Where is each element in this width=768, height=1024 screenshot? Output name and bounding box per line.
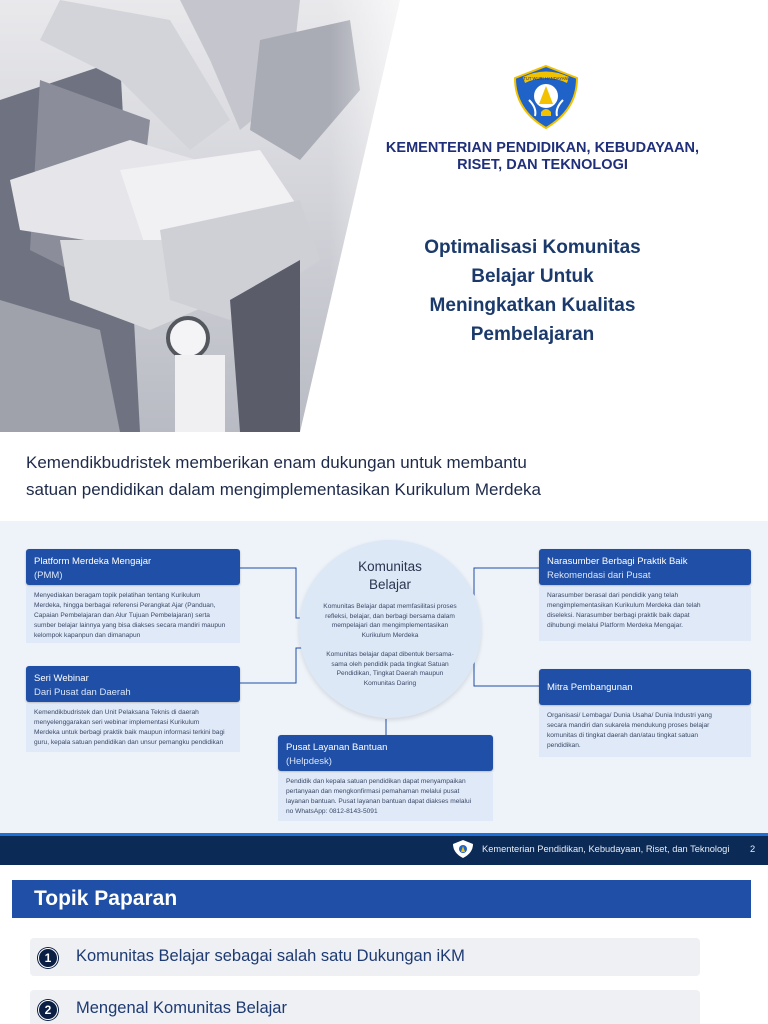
card-text-line: pendidikan. [547, 742, 581, 749]
topic-number-badge: 2 [38, 1000, 58, 1020]
footer-accent-line [0, 833, 768, 836]
topics-header [12, 880, 751, 918]
ministry-name [350, 140, 735, 174]
page-number: 2 [750, 844, 756, 854]
mitra-title: Mitra Pembangunan [547, 682, 633, 693]
card-text-line: Merdeka untuk berbagi praktik baik maupun informasi terkini bagi [34, 729, 225, 736]
card-text-line: Merdeka, hingga berbagai referensi Perangkat Ajar (Panduan, [34, 602, 216, 609]
footer-ministry-text: Kementerian Pendidikan, Kebudayaan, Riset, dan Teknologi [482, 844, 730, 854]
cover-slide [0, 0, 768, 432]
card-text-line: dihubungi melalui Platform Merdeka Mengajar. [547, 622, 683, 629]
learning-community-circle [299, 540, 481, 718]
card-text-line: guru, kepala satuan pendidikan dan unsur pemangku pendidikan [34, 739, 224, 746]
circle-text-line: refleksi, belajar, dan berbagi bersama dalam [325, 612, 455, 620]
pmm-title: Platform Merdeka Mengajar [34, 556, 152, 567]
logo-motto-text: TUT WURI HANDAYANI [523, 76, 569, 81]
topic-item [30, 990, 700, 1024]
narasumber-subtitle: Rekomendasi dari Pusat [547, 570, 651, 581]
circle-text-line: Komunitas Belajar dapat memfasilitasi proses [323, 603, 457, 610]
topics-header-text: Topik Paparan [34, 887, 178, 910]
card-text-line: diseleksi. Narasumber berbagi praktik baik dapat [547, 612, 690, 619]
topics-slide [0, 866, 768, 1024]
card-text-line: kelompok kapanpun dan dimanapun [34, 632, 141, 639]
pmm-card-body [26, 587, 240, 643]
circle-text-line: Komunitas belajar dapat dibentuk bersama- [326, 651, 454, 658]
mitra-card-header [539, 669, 751, 705]
circle-title [299, 558, 481, 594]
narasumber-title: Narasumber Berbagi Praktik Baik [547, 556, 688, 567]
cover-title-line: Pembelajaran [470, 324, 595, 345]
helpdesk-title: Pusat Layanan Bantuan [286, 742, 388, 753]
cover-title-line: Belajar Untuk [471, 266, 594, 287]
tut-wuri-handayani-small-logo-icon [452, 839, 474, 859]
narasumber-card-header [539, 549, 751, 585]
card-text-line: layanan bantuan. Pusat layanan bantuan dapat diakses melalui [286, 798, 472, 805]
cover-title-line: Optimalisasi Komunitas [424, 237, 641, 258]
card-text-line: Menyediakan beragam topik pelatihan tentang Kurikulum [34, 592, 201, 599]
ministry-line-1: KEMENTERIAN PENDIDIKAN, KEBUDAYAAN, [385, 140, 700, 156]
circle-title-line: Belajar [368, 577, 412, 592]
webinar-card-body [26, 704, 240, 752]
circle-text-line: mempelajari dan mengimplementasikan [331, 622, 449, 629]
topic-label: Mengenal Komunitas Belajar [76, 999, 287, 1017]
pmm-subtitle: (PMM) [34, 570, 63, 581]
card-text-line: komunitas di tingkat daerah dan/atau tingkat satuan [547, 732, 699, 739]
helpdesk-card-body [278, 773, 493, 821]
topic-item [30, 938, 700, 976]
circle-description-2 [299, 650, 481, 688]
topic-number-badge: 1 [38, 948, 58, 968]
cover-title-line: Meningkatkan Kualitas [429, 295, 636, 316]
card-text-line: Capaian Pembelajaran dan Alur Tujuan Pembelajaran) serta [34, 612, 210, 619]
card-text-line: Narasumber berasal dari pendidik yang telah [547, 592, 679, 599]
card-text-line: Kemendikbudristek dan Unit Pelaksana Teknis di daerah [34, 709, 199, 716]
heading-line: satuan pendidikan dalam mengimplementasikan Kurikulum Merdeka [26, 480, 541, 499]
circle-text-line: Kurikulum Merdeka [361, 631, 419, 639]
card-text-line: pertanyaan dan mengkonfirmasi pemahaman melalui pusat [286, 788, 460, 795]
circle-description-1 [299, 602, 481, 640]
narasumber-card-body [539, 587, 751, 641]
card-text-line: sumber belajar lainnya yang bisa diakses secara mandiri maupun [34, 622, 226, 629]
slide-footer [0, 833, 768, 865]
card-text-line: secara mandiri dan sukarela mendukung proses belajar [547, 722, 710, 729]
ministry-line-2: RISET, DAN TEKNOLOGI [457, 157, 628, 173]
card-text-line: no WhatsApp: 0812-8143-5091 [286, 808, 378, 815]
heading-line: Kemendikbudristek memberikan enam dukungan untuk membantu [26, 453, 527, 472]
webinar-card-header [26, 666, 240, 702]
card-text-line: Pendidik dan kepala satuan pendidikan dapat menyampaikan [286, 778, 466, 785]
circle-text-line: Komunitas Daring [363, 679, 417, 687]
circle-text-line: sama oleh pendidik pada tingkat Satuan [331, 660, 449, 668]
circle-text-line: Pendidikan, Tingkat Daerah maupun [336, 670, 444, 677]
topic-label: Komunitas Belajar sebagai salah satu Dukungan iKM [76, 947, 465, 965]
hands-together-photo [0, 0, 440, 432]
cover-title [380, 233, 685, 349]
webinar-title: Seri Webinar [34, 673, 89, 684]
helpdesk-card-header [278, 735, 493, 771]
helpdesk-subtitle: (Helpdesk) [286, 756, 332, 767]
card-text-line: mengimplementasikan Kurikulum Merdeka dan telah [547, 602, 701, 609]
pmm-card-header [26, 549, 240, 585]
card-text-line: menyelenggarakan seri webinar implementasi Kurikulum [34, 719, 200, 726]
circle-title-line: Komunitas [358, 559, 422, 574]
webinar-subtitle: Dari Pusat dan Daerah [34, 687, 131, 698]
card-text-line: Organisasi/ Lembaga/ Dunia Usaha/ Dunia Industri yang [547, 712, 712, 719]
support-slide [0, 433, 768, 865]
mitra-card-body [539, 707, 751, 757]
tut-wuri-handayani-logo-icon [511, 64, 581, 130]
